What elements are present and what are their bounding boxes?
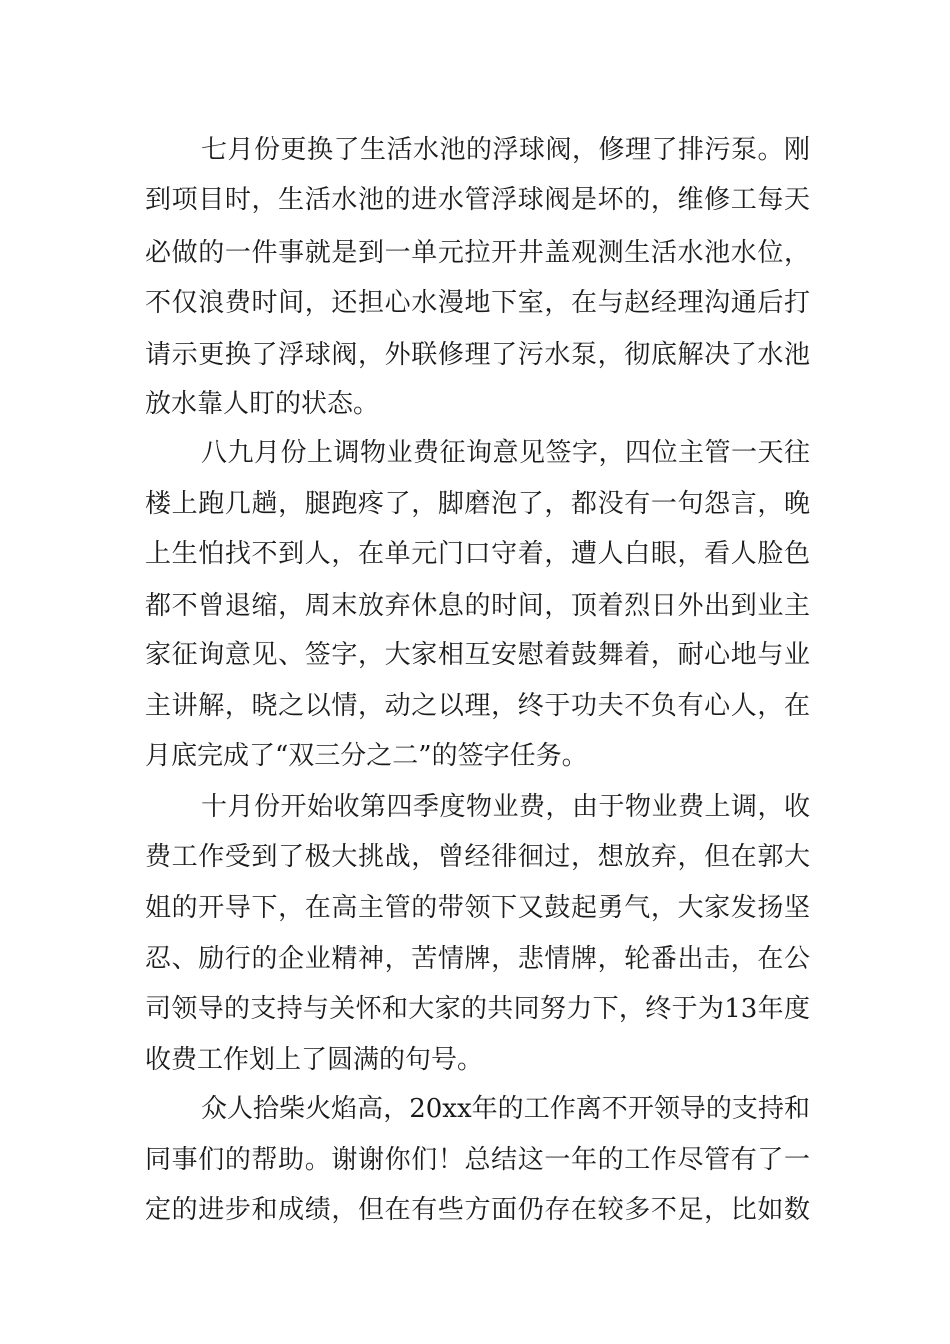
paragraph-2-line-4: 都不曾退缩，周末放弃休息的时间，顶着烈日外出到业主 [145,591,810,621]
paragraph-3-line-5: 司领导的支持与关怀和大家的共同努力下，终于为13年度 [145,994,810,1024]
paragraph-1-line-3: 必做的一件事就是到一单元拉开井盖观测生活水池水位， [145,238,810,268]
paragraph-2-line-2: 楼上跑几趟，腿跑疼了，脚磨泡了，都没有一句怨言，晚 [145,489,810,519]
paragraph-1-line-6: 放水靠人盯的状态。 [145,389,380,419]
paragraph-4-line-3: 定的进步和成绩，但在有些方面仍存在较多不足，比如数 [145,1195,810,1225]
paragraph-3-line-1: 十月份开始收第四季度物业费，由于物业费上调，收 [201,792,810,822]
paragraph-2-line-6: 主讲解，晓之以情，动之以理，终于功夫不负有心人，在 [145,691,810,721]
paragraph-2-line-1: 八九月份上调物业费征询意见签字，四位主管一天往 [201,438,810,468]
paragraph-1-line-1: 七月份更换了生活水池的浮球阀，修理了排污泵。刚 [201,135,810,165]
paragraph-3-line-4: 忍、励行的企业精神，苦情牌，悲情牌，轮番出击，在公 [145,944,810,974]
paragraph-4-line-1: 众人拾柴火焰高，20xx年的工作离不开领导的支持和 [201,1094,810,1124]
paragraph-1-line-2: 到项目时，生活水池的进水管浮球阀是坏的，维修工每天 [145,185,810,215]
paragraph-3-line-2: 费工作受到了极大挑战，曾经徘徊过，想放弃，但在郭大 [145,842,810,872]
paragraph-2-line-5: 家征询意见、签字，大家相互安慰着鼓舞着，耐心地与业 [145,640,810,670]
paragraph-1-line-4: 不仅浪费时间，还担心水漫地下室，在与赵经理沟通后打 [145,288,810,318]
paragraph-2-line-7: 月底完成了“双三分之二”的签字任务。 [145,741,588,771]
paragraph-3-line-3: 姐的开导下，在高主管的带领下又鼓起勇气，大家发扬坚 [145,893,810,923]
paragraph-3-line-6: 收费工作划上了圆满的句号。 [145,1045,484,1075]
paragraph-4-line-2: 同事们的帮助。谢谢你们！总结这一年的工作尽管有了一 [145,1145,810,1175]
paragraph-2-line-3: 上生怕找不到人，在单元门口守着，遭人白眼，看人脸色 [145,539,810,569]
paragraph-1-line-5: 请示更换了浮球阀，外联修理了污水泵，彻底解决了水池 [145,340,810,370]
